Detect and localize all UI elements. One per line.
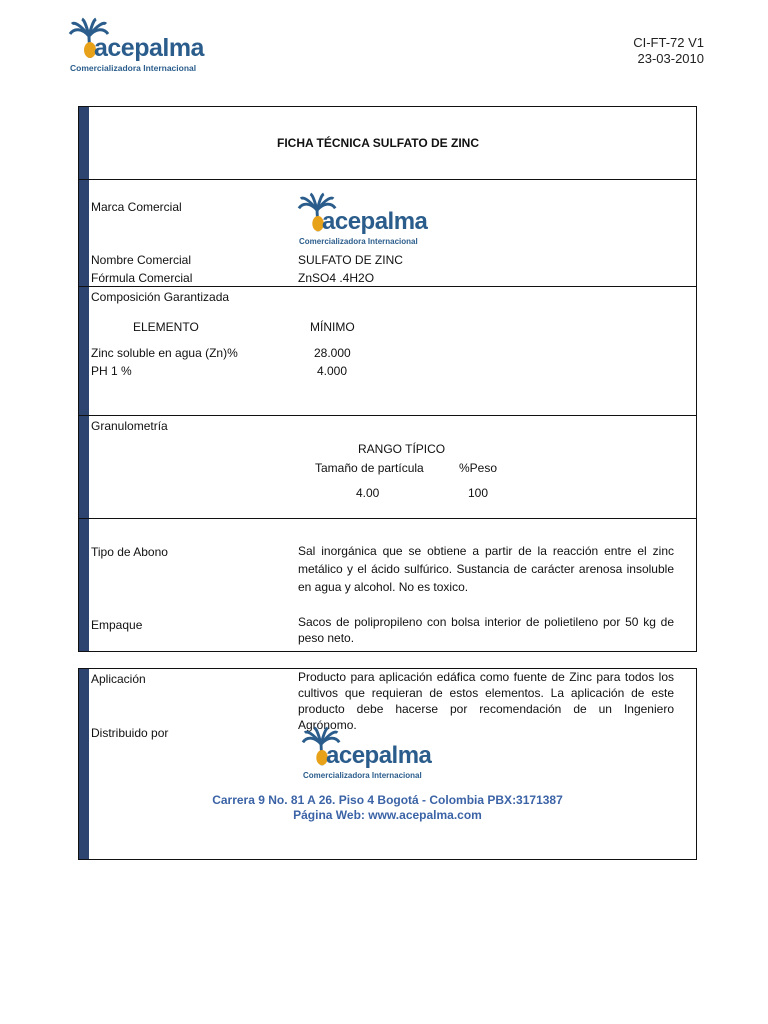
divider — [79, 286, 696, 287]
company-website: Página Web: www.acepalma.com — [293, 808, 482, 822]
document-code: CI-FT-72 V1 — [633, 35, 704, 50]
distribution-box — [78, 668, 697, 860]
header-logo — [68, 18, 218, 74]
rango-header: RANGO TÍPICO — [358, 442, 446, 456]
granulometria-label: Granulometría — [91, 419, 168, 433]
logo-tagline: Comercializadora Internacional — [299, 237, 418, 246]
company-address: Carrera 9 No. 81 A 26. Piso 4 Bogotá - Colombia PBX:3171387 — [212, 793, 563, 807]
peso-header: %Peso — [459, 461, 498, 475]
tamano-value: 4.00 — [356, 486, 380, 500]
sheet-title: FICHA TÉCNICA SULFATO DE ZINC — [277, 136, 479, 150]
distributor-logo — [301, 727, 441, 783]
tipo-description: Sal inorgánica que se obtiene a partir de la reacción entre el zinc metálico y el ácido sulfúrico. Sustancia de carácter arenosa insoluble en agua y alcohol. No es toxico. — [298, 544, 674, 594]
composition-row-minimo: 4.000 — [317, 364, 348, 378]
composicion-label: Composición Garantizada — [91, 290, 230, 304]
empaque-description: Sacos de polipropileno con bolsa interior de polietileno por 50 kg de peso neto. — [298, 615, 674, 645]
composition-row-minimo: 28.000 — [314, 346, 351, 360]
nombre-value: SULFATO DE ZINC — [298, 253, 403, 267]
divider — [79, 415, 696, 416]
aplicacion-description: Producto para aplicación edáfica como fuente de Zinc para todos los cultivos que requieran de estos elementos. La aplicación de este producto debe hacerse por recomendación de un Ingeniero Agrónomo. — [298, 670, 674, 732]
peso-value: 100 — [468, 486, 489, 500]
divider — [79, 518, 696, 519]
formula-label: Fórmula Comercial — [91, 271, 193, 285]
marca-label: Marca Comercial — [91, 200, 182, 214]
empaque-label: Empaque — [91, 618, 143, 632]
technical-sheet — [78, 106, 697, 652]
composition-row-elemento: Zinc soluble en agua (Zn)% — [91, 346, 238, 360]
logo-wordmark: acepalma — [94, 34, 204, 62]
nombre-label: Nombre Comercial — [91, 253, 192, 267]
document-date: 23-03-2010 — [637, 51, 704, 66]
logo-wordmark: acepalma — [326, 742, 432, 769]
composition-row-elemento: PH 1 % — [91, 364, 132, 378]
logo-tagline: Comercializadora Internacional — [70, 63, 197, 73]
brand-logo — [297, 193, 437, 249]
logo-tagline: Comercializadora Internacional — [303, 771, 422, 780]
formula-value: ZnSO4 .4H2O — [298, 271, 375, 285]
divider — [79, 179, 696, 180]
distribuido-label: Distribuido por — [91, 726, 169, 740]
minimo-header: MÍNIMO — [310, 320, 355, 334]
logo-wordmark: acepalma — [322, 208, 428, 235]
aplicacion-label: Aplicación — [91, 672, 146, 686]
tamano-header: Tamaño de partícula — [315, 461, 424, 475]
side-stripe — [79, 669, 89, 859]
tipo-label: Tipo de Abono — [91, 545, 168, 559]
side-stripe — [79, 107, 89, 651]
elemento-header: ELEMENTO — [133, 320, 199, 334]
